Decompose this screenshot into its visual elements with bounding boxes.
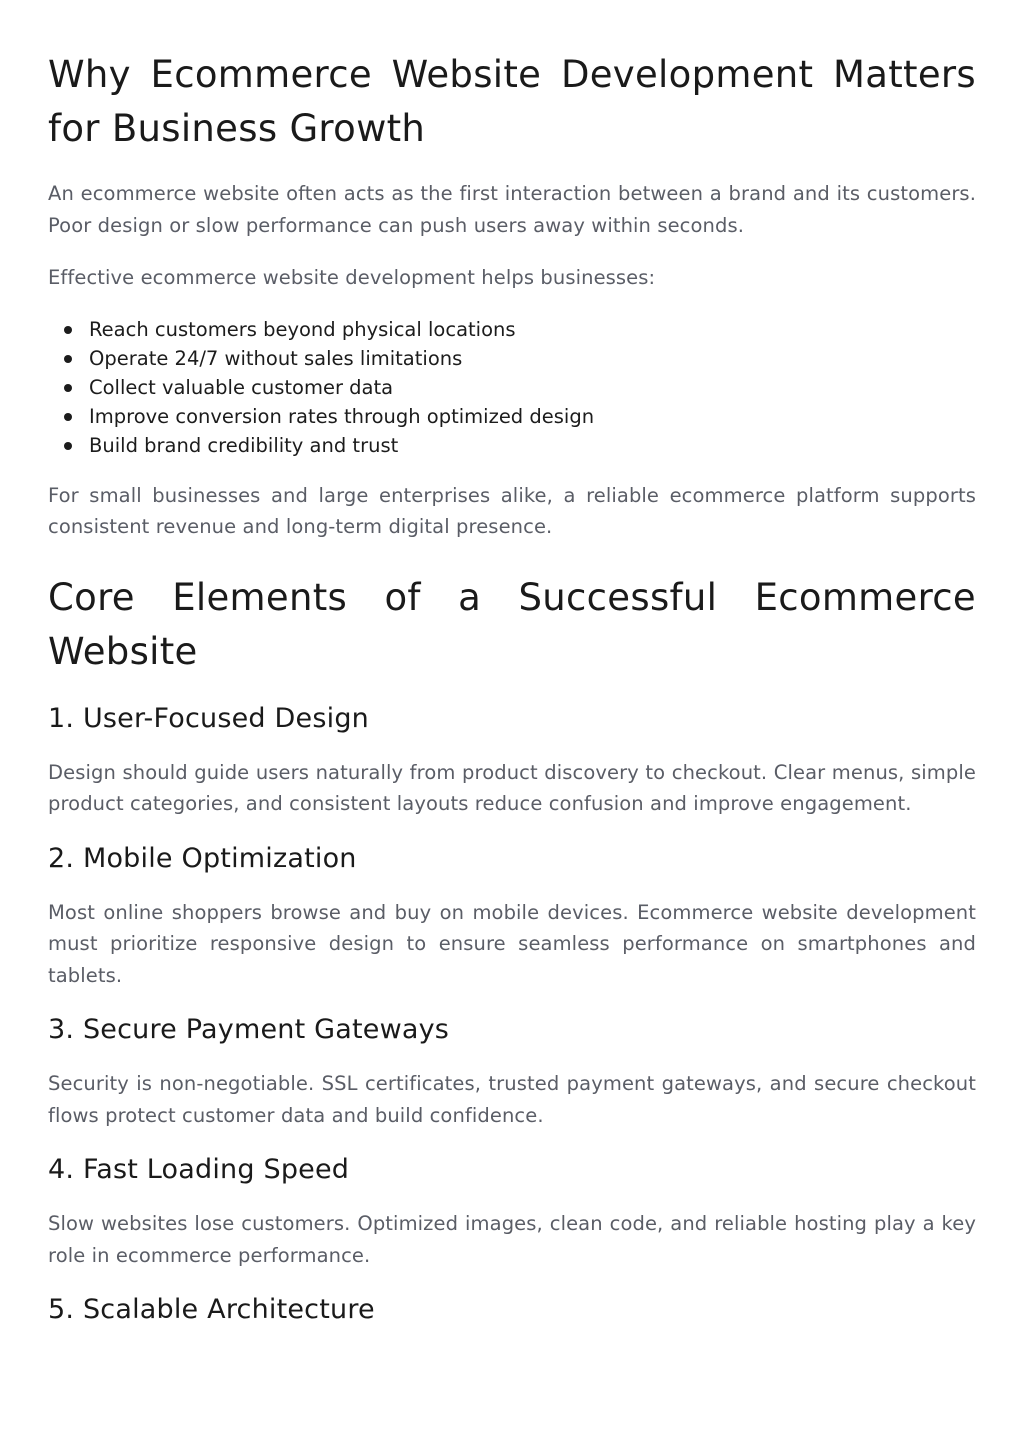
benefits-list	[48, 315, 976, 460]
closing-paragraph: For small businesses and large enterprises alike, a reliable ecommerce platform supports consistent revenue and long-term digital presence.	[48, 483, 976, 538]
element-heading-scalable-architecture: 5. Scalable Architecture	[48, 1294, 375, 1325]
list-item-text: Improve conversion rates through optimized design	[89, 404, 595, 428]
list-item-text: Operate 24/7 without sales limitations	[89, 346, 463, 370]
element-body-fast-loading-speed: Slow websites lose customers. Optimized images, clean code, and reliable hosting play a key role in ecommerce performance.	[48, 1212, 976, 1267]
core-elements-heading: Core Elements of a Successful Ecommerce Website	[48, 575, 976, 673]
list-item	[48, 315, 976, 344]
element-body-secure-payment-gateways: Security is non-negotiable. SSL certificates, trusted payment gateways, and secure checkout flows protect customer data and build confidence.	[48, 1072, 976, 1127]
list-item-text: Reach customers beyond physical locations	[89, 317, 516, 341]
element-body-user-focused-design: Design should guide users naturally from product discovery to checkout. Clear menus, simple product categories, and consistent layouts reduce confusion and improve engagement.	[48, 760, 976, 815]
intro-paragraph: An ecommerce website often acts as the first interaction between a brand and its customers. Poor design or slow performance can push users away within seconds.	[48, 182, 976, 237]
bullet-dot-icon	[64, 326, 72, 334]
list-item	[48, 373, 976, 402]
main-heading: Why Ecommerce Website Development Matters for Business Growth	[48, 53, 976, 150]
bullet-dot-icon	[64, 442, 72, 450]
bullet-dot-icon	[64, 413, 72, 421]
bullet-dot-icon	[64, 384, 72, 392]
element-heading-user-focused-design: 1. User-Focused Design	[48, 702, 369, 734]
list-item-text: Collect valuable customer data	[89, 375, 394, 399]
list-item	[48, 431, 976, 460]
element-heading-secure-payment-gateways: 3. Secure Payment Gateways	[48, 1014, 450, 1045]
list-item	[48, 344, 976, 373]
document-page	[48, 0, 976, 1327]
lead-paragraph: Effective ecommerce website development helps businesses:	[48, 266, 656, 289]
element-heading-mobile-optimization: 2. Mobile Optimization	[48, 842, 357, 874]
bullet-dot-icon	[64, 355, 72, 363]
element-heading-fast-loading-speed: 4. Fast Loading Speed	[48, 1154, 350, 1185]
list-item	[48, 402, 976, 431]
element-body-mobile-optimization: Most online shoppers browse and buy on mobile devices. Ecommerce website development must prioritize responsive design to ensure seamless performance on smartphones and tablets.	[48, 900, 976, 987]
list-item-text: Build brand credibility and trust	[89, 433, 399, 457]
